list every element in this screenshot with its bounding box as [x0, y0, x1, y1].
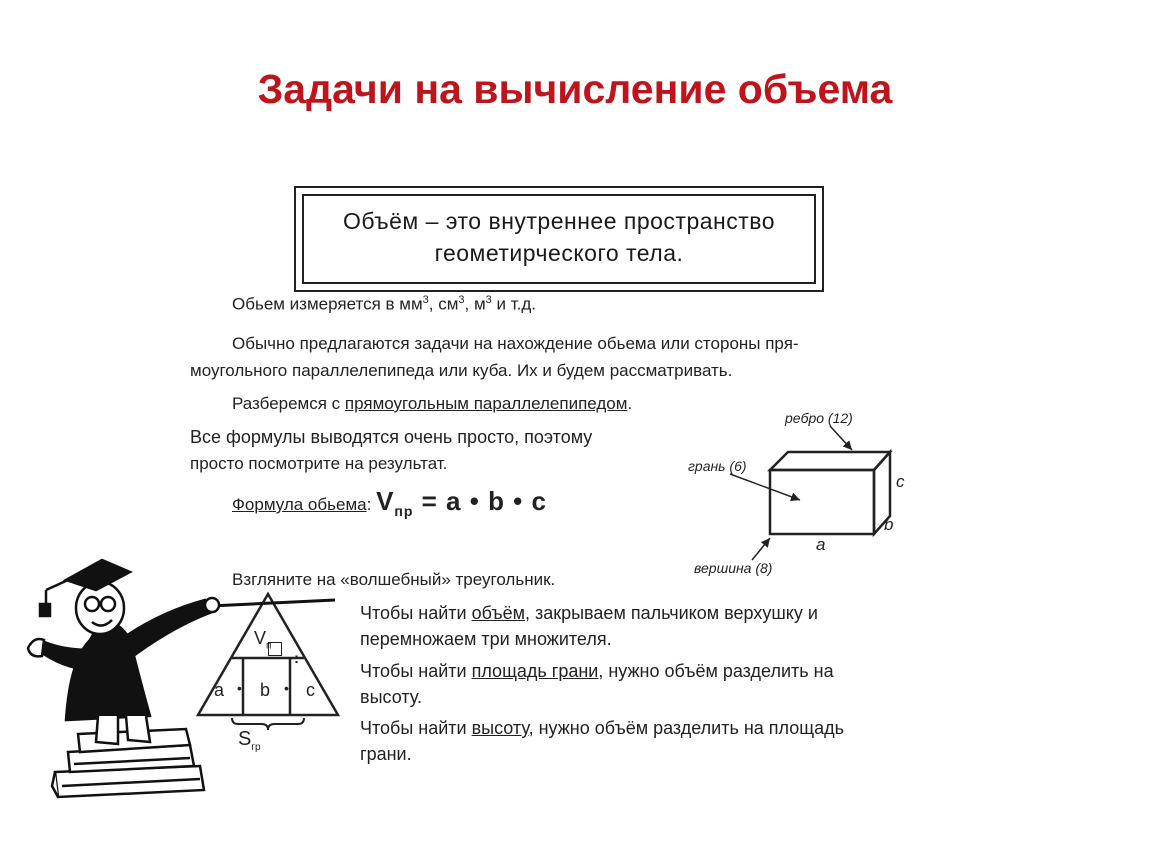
units-power-1: 3: [422, 294, 429, 306]
rule-area-line-2: высоту.: [360, 687, 422, 707]
units-m: , м: [464, 294, 486, 314]
rule-2-term: площадь грани: [471, 661, 599, 681]
triangle-top-sub: п: [266, 640, 272, 652]
rule-volume-line-2: перемножаем три множителя.: [360, 629, 612, 649]
units-suffix: и т.д.: [491, 294, 537, 314]
rule-3-term: высоту: [471, 718, 529, 738]
intro-line-2: моугольного параллелепипеда или куба. Их и будем рассматривать.: [190, 361, 733, 380]
parallelepiped-suffix: .: [627, 394, 633, 413]
units-cm: , см: [428, 294, 459, 314]
rule-height-line-2: грани.: [360, 744, 412, 764]
professor-icon: [28, 560, 219, 744]
triangle-b: b: [260, 680, 271, 700]
definition-line-1: Объём – это внутреннее пространство: [342, 208, 776, 234]
formula-product: = a • b • c: [413, 486, 547, 516]
triangle-mult-2: •: [284, 680, 289, 696]
triangle-a: a: [214, 680, 225, 700]
triangle-top-v: V: [254, 628, 267, 648]
triangle-mult-1: •: [237, 680, 242, 696]
rule-3-rest: , нужно объём разделить на площадь: [528, 718, 844, 738]
triangle-area: [238, 728, 261, 753]
triangle-intro: Взгляните на «волшебный» треугольник.: [232, 570, 556, 589]
triangle-divide-mark: :: [294, 650, 299, 667]
box-label-b: b: [884, 515, 894, 534]
formulas-intro-line-1: Все формулы выводятся очень просто, поэтому: [190, 427, 593, 447]
formula-colon: :: [366, 495, 372, 514]
units-power-2: 3: [458, 294, 465, 306]
rule-2-prefix: Чтобы найти: [360, 661, 472, 681]
box-label-c: c: [896, 472, 905, 491]
face-label: грань (6): [688, 458, 747, 474]
rule-volume-line-1: [360, 603, 818, 624]
edge-label: ребро (12): [785, 410, 853, 426]
rule-3-prefix: Чтобы найти: [360, 718, 472, 738]
rule-1-prefix: Чтобы найти: [360, 603, 472, 623]
rule-height-line-1: [360, 718, 844, 739]
formulas-intro-line-2: просто посмотрите на результат.: [190, 454, 448, 473]
formula-label: Формула обьема: [232, 495, 367, 514]
triangle-top-box: [268, 642, 282, 656]
formula-v: V: [376, 486, 395, 516]
parallelepiped-term: прямоугольным параллелепипедом: [344, 394, 628, 413]
vertex-label: вершина (8): [694, 560, 773, 576]
triangle-c: c: [306, 680, 315, 700]
page-title: Задачи на вычисление объема: [257, 66, 893, 112]
units-prefix: Обьем измеряется в мм: [232, 294, 423, 314]
units-power-3: 3: [485, 294, 492, 306]
box-label-a: a: [816, 535, 826, 554]
triangle-area-s: S: [238, 728, 252, 750]
rule-area-line-1: [360, 661, 834, 682]
parallelepiped-prefix: Разберемся с: [232, 394, 345, 413]
rule-1-term: объём: [471, 603, 525, 623]
intro-line-1: Обычно предлагаются задачи на нахождение обьема или стороны пря-: [232, 334, 799, 353]
formula-v-subscript: пр: [394, 503, 414, 520]
rule-2-rest: , нужно объём разделить на: [598, 661, 834, 681]
rule-1-rest: , закрываем пальчиком верхушку и: [524, 603, 818, 623]
triangle-area-sub: гр: [251, 742, 261, 753]
definition-line-2: геометирческого тела.: [434, 240, 684, 266]
